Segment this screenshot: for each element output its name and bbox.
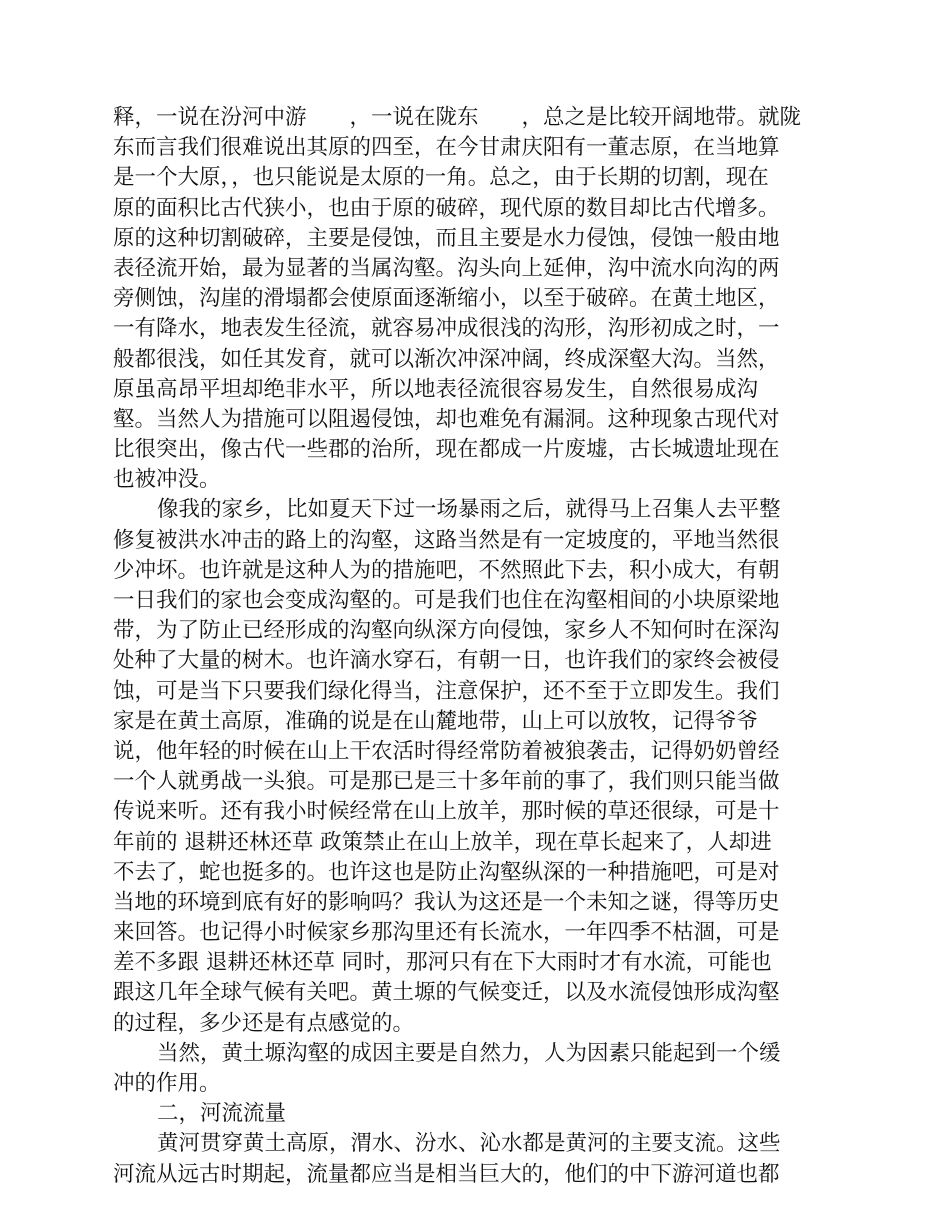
text-line: 的过程，多少还是有点感觉的。 bbox=[113, 1010, 415, 1036]
text-line: 原的面积比古代狭小，也由于原的破碎，现代原的数目却比古代增多。 bbox=[113, 195, 780, 221]
text-line: 河流从远古时期起，流量都应当是相当巨大的，他们的中下游河道也都 bbox=[113, 1161, 780, 1187]
text-line: 冲的作用。 bbox=[113, 1071, 221, 1096]
text-line: 少冲坏。也许就是这种人为的措施吧，不然照此下去，积小成大，有朝 bbox=[113, 557, 780, 583]
text-line: 原虽高昂平坦却绝非水平，所以地表径流很容易发生，自然很易成沟 bbox=[113, 376, 759, 402]
section-heading-text: 二，河流流量 bbox=[157, 1101, 287, 1127]
text-line: 也被冲没。 bbox=[113, 467, 221, 493]
text-line: 年前的 退耕还林还草 政策禁止在山上放羊，现在草长起来了，人却进 bbox=[113, 829, 772, 855]
text-line: 旁侧蚀，沟崖的滑塌都会使原面逐渐缩小，以至于破碎。在黄土地区， bbox=[113, 286, 780, 312]
text-line: 是一个大原，，也只能说是太原的一角。总之，由于长期的切割，现在 bbox=[113, 165, 769, 191]
text-line: 一有降水，地表发生径流，就容易冲成很浅的沟形，沟形初成之时，一 bbox=[113, 316, 780, 342]
text-line: 差不多跟 退耕还林还草 同时，那河只有在下大雨时才有水流，可能也 bbox=[113, 950, 772, 976]
paragraph-2 bbox=[113, 495, 839, 1038]
section-heading bbox=[113, 1099, 839, 1129]
text-line: 传说来听。还有我小时候经常在山上放羊，那时候的草还很绿，可是十 bbox=[113, 799, 780, 825]
text-line: 东而言我们很难说出其原的四至，在今甘肃庆阳有一董志原，在当地算 bbox=[113, 135, 780, 161]
text-line: 不去了，蛇也挺多的。也许这也是防止沟壑纵深的一种措施吧，可是对 bbox=[113, 859, 780, 885]
text-line: 说，他年轻的时候在山上干农活时得经常防着被狼袭击，记得奶奶曾经 bbox=[113, 738, 780, 764]
text-line: 像我的家乡，比如夏天下过一场暴雨之后，就得马上召集人去平整 bbox=[157, 497, 781, 523]
text-line: 黄河贯穿黄土高原，渭水、汾水、沁水都是黄河的主要支流。这些 bbox=[157, 1131, 781, 1157]
text-line: 带，为了防止已经形成的沟壑向纵深方向侵蚀，家乡人不知何时在深沟 bbox=[113, 618, 780, 644]
text-line: 一日我们的家也会变成沟壑的。可是我们也住在沟壑相间的小块原梁地 bbox=[113, 588, 780, 613]
paragraph-4 bbox=[113, 1129, 839, 1189]
text-line: 表径流开始，最为显著的当属沟壑。沟头向上延伸，沟中流水向沟的两 bbox=[113, 255, 780, 281]
text-line: 释，一说在汾河中游 ，一说在陇东 ，总之是比较开阔地带。就陇 bbox=[113, 105, 802, 130]
text-line: 壑。当然人为措施可以阻遏侵蚀，却也难免有漏洞。这种现象古现代对 bbox=[113, 406, 780, 432]
text-line: 蚀，可是当下只要我们绿化得当，注意保护，还不至于立即发生。我们 bbox=[113, 678, 780, 704]
text-line: 修复被洪水冲击的路上的沟壑，这路当然是有一定坡度的，平地当然很 bbox=[113, 527, 780, 553]
text-line: 比很突出，像古代一些郡的治所，现在都成一片废墟，古长城遗址现在 bbox=[113, 437, 780, 463]
text-line: 原的这种切割破碎，主要是侵蚀，而且主要是水力侵蚀，侵蚀一般由地 bbox=[113, 225, 780, 251]
text-line: 当地的环境到底有好的影响吗？我认为这还是一个未知之谜，得等历史 bbox=[113, 889, 780, 915]
text-line: 当然，黄土塬沟壑的成因主要是自然力，人为因素只能起到一个缓 bbox=[157, 1040, 781, 1066]
text-line: 般都很浅，如任其发育，就可以渐次冲深冲阔，终成深壑大沟。当然， bbox=[113, 346, 780, 372]
document-page bbox=[113, 103, 839, 1190]
paragraph-1 bbox=[113, 103, 839, 495]
paragraph-3 bbox=[113, 1039, 839, 1099]
text-line: 家是在黄土高原，准确的说是在山麓地带，山上可以放牧，记得爷爷 bbox=[113, 708, 759, 734]
text-line: 来回答。也记得小时候家乡那沟里还有长流水，一年四季不枯涸，可是 bbox=[113, 920, 780, 946]
text-line: 跟这几年全球气候有关吧。黄土塬的气候变迁，以及水流侵蚀形成沟壑 bbox=[113, 980, 780, 1006]
text-line: 一个人就勇战一头狼。可是那已是三十多年前的事了，我们则只能当做 bbox=[113, 769, 780, 795]
text-line: 处种了大量的树木。也许滴水穿石，有朝一日，也许我们的家终会被侵 bbox=[113, 648, 780, 674]
